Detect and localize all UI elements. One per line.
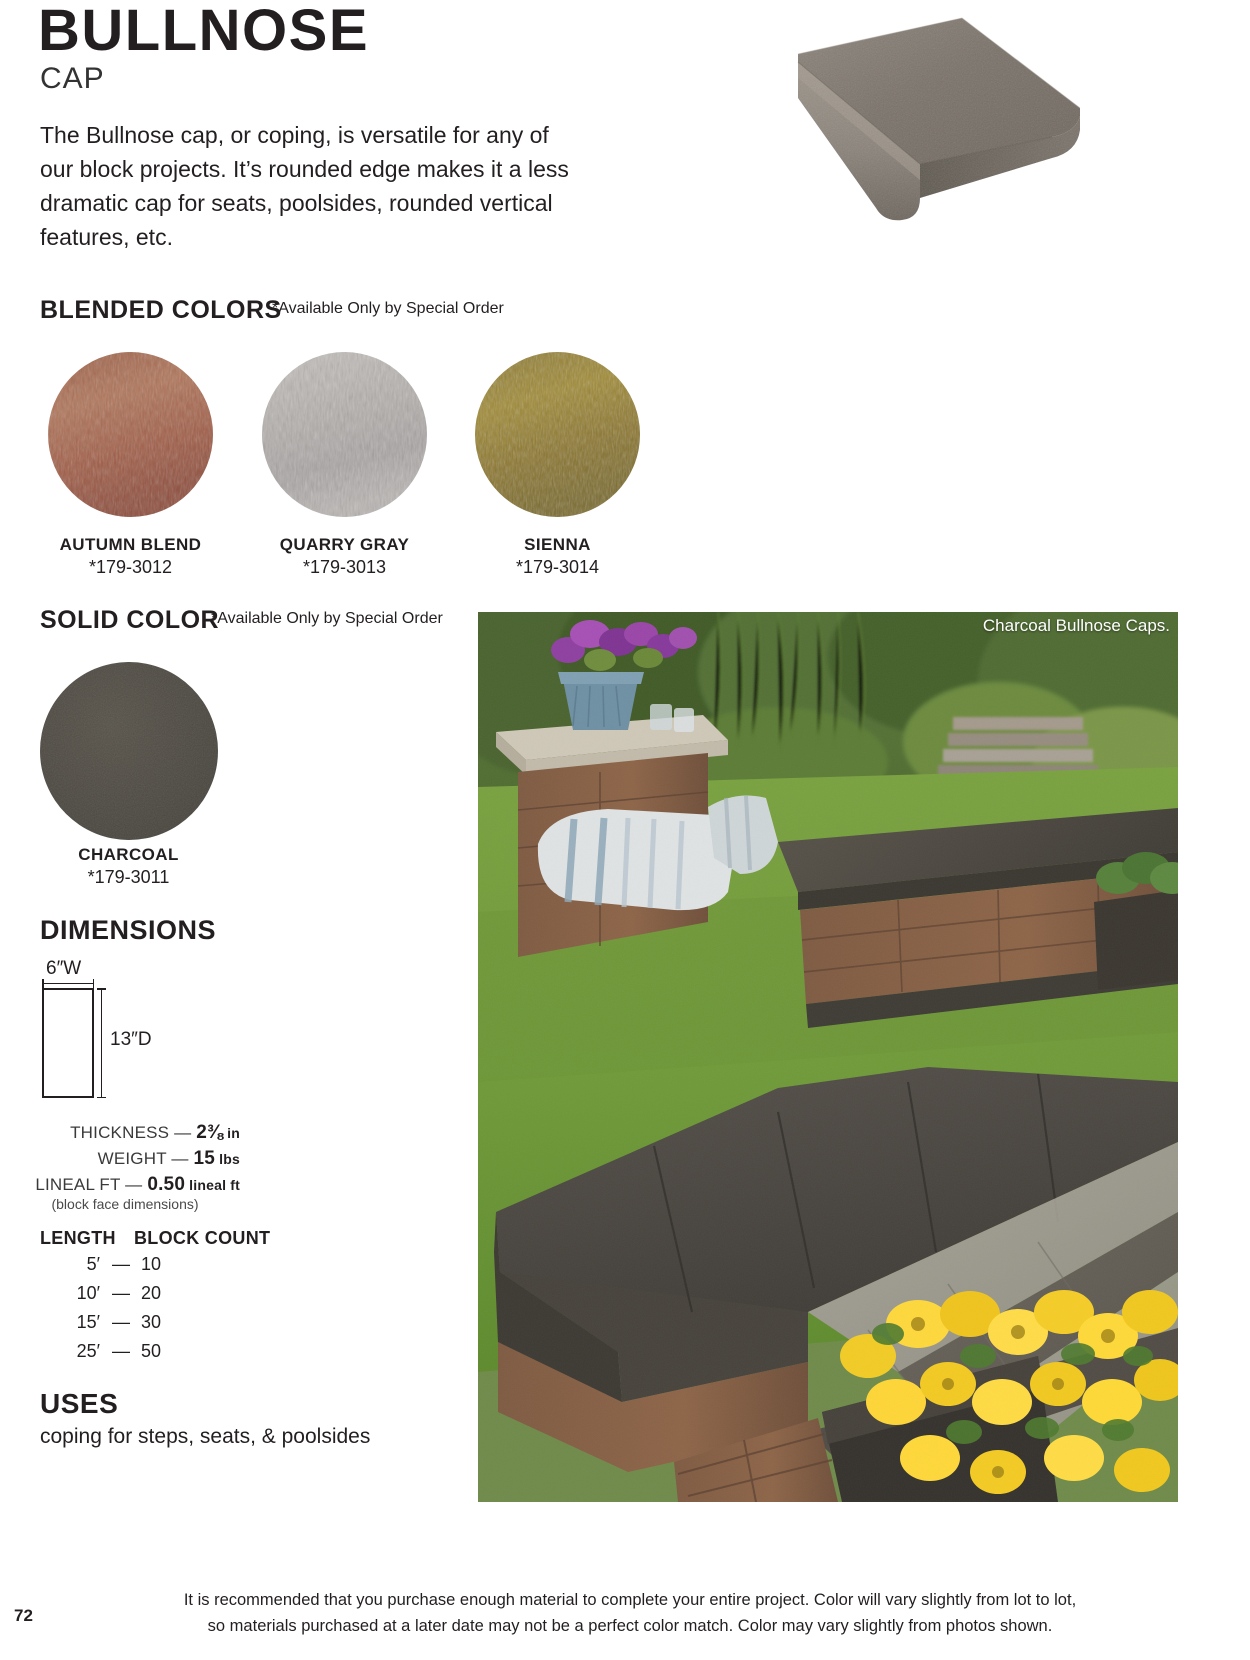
dimension-width-label: 6″W bbox=[46, 958, 82, 979]
bullnose-cap-product-image bbox=[780, 12, 1100, 282]
spec-weight bbox=[10, 1148, 240, 1170]
row-length-3: 25′ bbox=[76, 1341, 100, 1361]
row-count-3: 50 bbox=[141, 1341, 162, 1361]
table-header-block-count: BLOCK COUNT bbox=[134, 1228, 271, 1248]
spec-lineal-ft bbox=[10, 1174, 240, 1196]
dimensions-heading: DIMENSIONS bbox=[40, 915, 217, 945]
spec-thickness-label: THICKNESS — bbox=[70, 1123, 197, 1142]
page-subtitle: CAP bbox=[40, 62, 105, 95]
swatch-code-sienna: *179-3014 bbox=[515, 557, 600, 577]
swatch-label-quarry-gray: QUARRY GRAY bbox=[279, 535, 410, 554]
table-header-length: LENGTH bbox=[40, 1228, 116, 1248]
solid-color-note: *Available Only by Special Order bbox=[211, 610, 443, 627]
blended-colors-note: *Available Only by Special Order bbox=[272, 300, 504, 317]
row-count-1: 20 bbox=[141, 1283, 162, 1303]
spec-thickness-unit: in bbox=[223, 1125, 240, 1141]
swatch-code-quarry-gray: *179-3013 bbox=[302, 557, 387, 577]
color-swatch-autumn-blend[interactable] bbox=[48, 352, 213, 517]
spec-lineal-ft-unit: lineal ft bbox=[185, 1177, 240, 1193]
footer-line-2: so materials purchased at a later date may not be a perfect color match. Color may vary slightly from photos shown. bbox=[207, 1616, 1053, 1635]
footer-line-1: It is recommended that you purchase enough material to complete your entire project. Color will vary slightly from lot to lot, bbox=[183, 1591, 1077, 1609]
row-length-2: 15′ bbox=[76, 1312, 100, 1332]
spec-weight-label: WEIGHT — bbox=[97, 1149, 194, 1168]
dimension-width-arrow bbox=[42, 983, 94, 984]
uses-heading: USES bbox=[40, 1388, 119, 1419]
color-swatch-sienna[interactable] bbox=[475, 352, 640, 517]
dimension-block-outline bbox=[42, 988, 94, 1098]
row-dash-1: — bbox=[112, 1283, 130, 1303]
spec-lineal-ft-label: LINEAL FT — bbox=[35, 1175, 148, 1194]
color-swatch-charcoal[interactable] bbox=[40, 662, 218, 840]
spec-thickness-value: 2⅜ bbox=[196, 1122, 224, 1143]
page-title: BULLNOSE bbox=[38, 0, 369, 63]
row-count-2: 30 bbox=[141, 1312, 162, 1332]
dimension-depth-label: 13″D bbox=[110, 1029, 152, 1050]
row-dash-3: — bbox=[112, 1341, 130, 1361]
spec-lineal-ft-value: 0.50 bbox=[147, 1174, 186, 1195]
page-number: 72 bbox=[14, 1606, 33, 1625]
blended-colors-heading: BLENDED COLORS bbox=[40, 296, 282, 324]
project-photo bbox=[478, 612, 1178, 1502]
swatch-label-charcoal: CHARCOAL bbox=[78, 845, 179, 864]
spec-thickness bbox=[10, 1122, 240, 1144]
swatch-code-charcoal: *179-3011 bbox=[87, 867, 170, 887]
product-description: The Bullnose cap, or coping, is versatile for any of our block projects. It’s rounded edge makes it a less dramatic cap for seats, poolsides, rounded vertical features, etc. bbox=[40, 122, 569, 251]
photo-caption: Charcoal Bullnose Caps. bbox=[982, 616, 1170, 635]
uses-text: coping for steps, seats, & poolsides bbox=[40, 1425, 371, 1448]
color-swatch-quarry-gray[interactable] bbox=[262, 352, 427, 517]
spec-note: (block face dimensions) bbox=[51, 1196, 199, 1212]
swatch-label-sienna: SIENNA bbox=[524, 535, 591, 554]
dimension-depth-arrow bbox=[101, 988, 102, 1098]
spec-weight-unit: lbs bbox=[215, 1151, 240, 1167]
swatch-label-autumn-blend: AUTUMN BLEND bbox=[59, 535, 202, 554]
solid-color-heading: SOLID COLOR bbox=[40, 606, 220, 634]
swatch-code-autumn-blend: *179-3012 bbox=[88, 557, 173, 577]
row-dash-0: — bbox=[112, 1254, 130, 1274]
row-dash-2: — bbox=[112, 1312, 130, 1332]
row-length-1: 10′ bbox=[76, 1283, 100, 1303]
row-length-0: 5′ bbox=[86, 1254, 100, 1274]
footer-disclaimer bbox=[120, 1588, 1140, 1639]
spec-weight-value: 15 bbox=[193, 1148, 216, 1169]
row-count-0: 10 bbox=[141, 1254, 162, 1274]
